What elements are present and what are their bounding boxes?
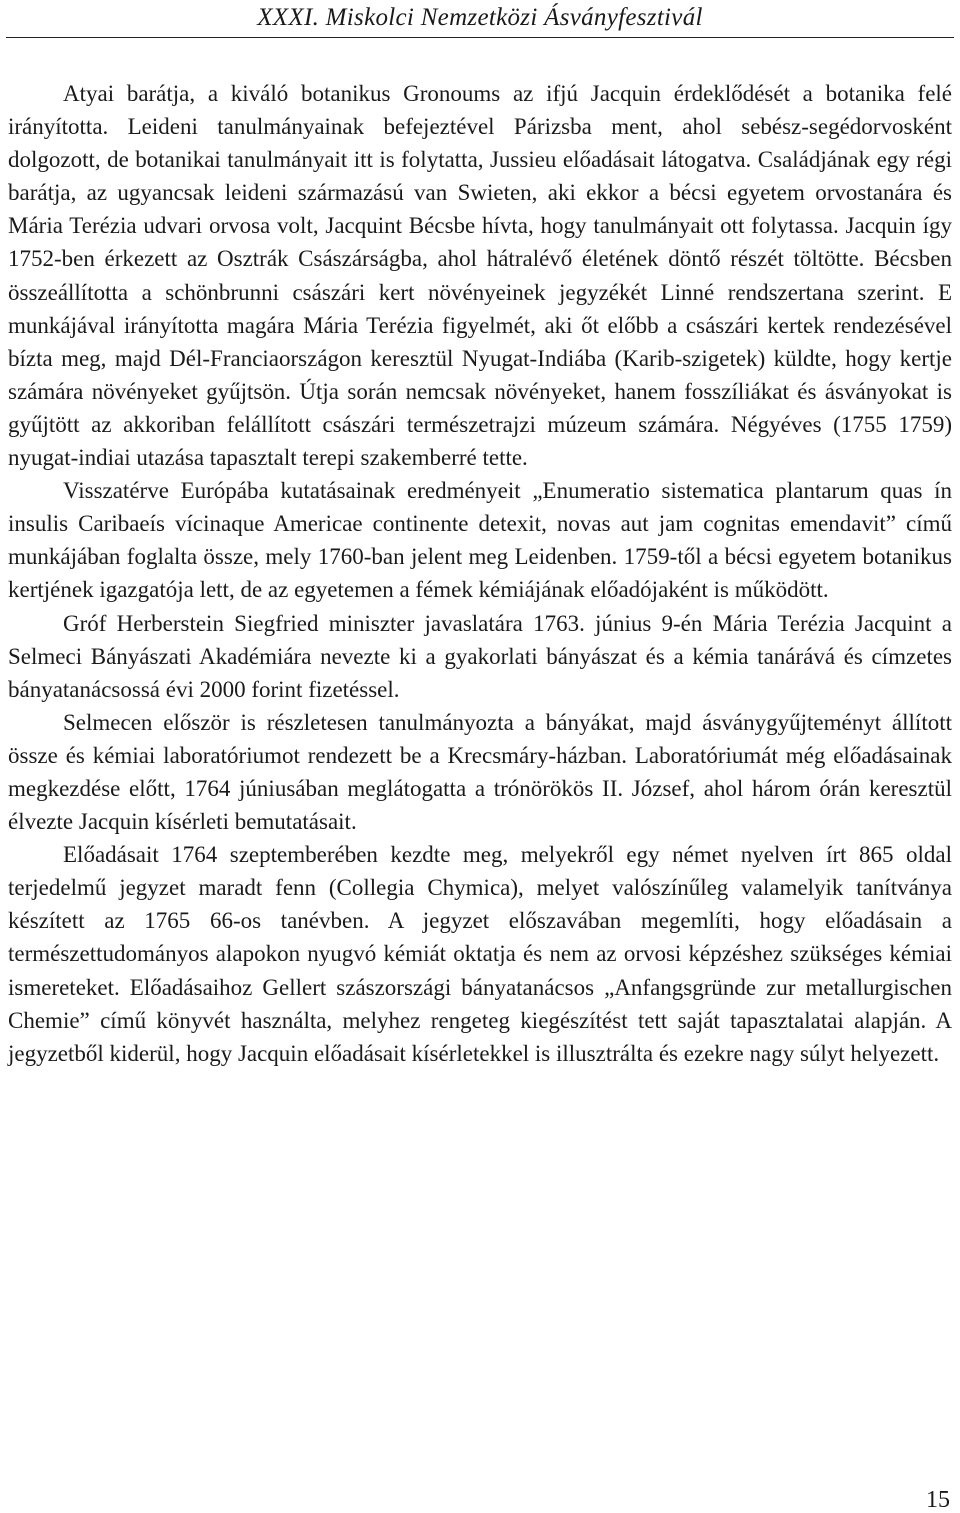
page-number: 15 (926, 1487, 950, 1513)
paragraph-5: Előadásait 1764 szeptemberében kezdte meg, melyekről egy német nyelven írt 865 oldal terjedelmű jegyzet maradt fenn (Collegia Chymica), melyet valószínűleg valamelyik tanítványa készített az 1765 66-os tanévben. A jegyzet előszavában megemlíti, hogy előadásain a természettudományos alapokon nyugvó kémiát oktatja és nem az orvosi képzéshez szükséges kémiai ismereteket. Előadásaihoz Gellert szászországi bányatanácsos „Anfangsgründe zur metallurgischen Chemie” című könyvét használta, melyhez rengeteg kiegészítést tett saját tapasztalatai alapján. A jegyzetből kiderül, hogy Jacquin előadásait kísérletekkel is illusztrálta és ezekre nagy súlyt helyezett. (8, 842, 952, 1066)
paragraph-3: Gróf Herberstein Siegfried miniszter javaslatára 1763. június 9-én Mária Terézia Jacquint a Selmeci Bányászati Akadémiára nevezte ki a gyakorlati bányászat és a kémia tanárává és címzetes bányatanácsossá évi 2000 forint fizetéssel. (8, 610, 952, 702)
running-header: XXXI. Miskolci Nemzetközi Ásványfesztivál (257, 4, 703, 31)
header-divider (6, 37, 954, 38)
article-body (8, 77, 952, 1070)
paragraph-1: Atyai barátja, a kiváló botanikus Gronoums az ifjú Jacquin érdeklődését a botanika felé irányította. Leideni tanulmányainak befejeztével Párizsba ment, ahol sebész-segédorvosként dolgozott, de botanikai tanulmányait itt is folytatta, Jussieu előadásait látogatva. Családjának egy régi barátja, az ugyancsak leideni származású van Swieten, aki ekkor a bécsi egyetem orvostanára és Mária Terézia udvari orvosa volt, Jacquint Bécsbe hívta, hogy tanulmányait ott folytassa. Jacquin így 1752-ben érkezett az Osztrák Császárságba, ahol hátralévő életének döntő részét töltötte. Bécsben összeállította a schönbrunni császári kert növényeinek jegyzékét Linné rendszertana szerint. E munkájával irányította magára Mária Terézia figyelmét, aki őt előbb a császári kertek rendezésével bízta meg, majd Dél-Franciaországon keresztül Nyugat-Indiába (Karib-szigetek) küldte, hogy kertje számára növényeket gyűjtsön. Útja során nemcsak növényeket, hanem fosszíliákat és ásványokat is gyűjtött az akkoriban felállított császári természetrajzi múzeum számára. Négyéves (1755 1759) nyugat-indiai utazása tapasztalt terepi szakemberré tette. (8, 81, 952, 471)
paragraph-4: Selmecen először is részletesen tanulmányozta a bányákat, majd ásványgyűjteményt állított össze és kémiai laboratóriumot rendezett be a Krecsmáry-házban. Laboratóriumát még előadásainak megkezdése előtt, 1764 júniusában meglátogatta a trónörökös II. József, ahol három órán keresztül élvezte Jacquin kísérleti bemutatásait. (8, 709, 952, 835)
paragraph-2: Visszatérve Európába kutatásainak eredményeit „Enumeratio sistematica plantarum quas ín insulis Caribaeís vícinaque Americae continente detexit, novas aut jam cognitas emendavit” című munkájában foglalta össze, mely 1760-ban jelent meg Leidenben. 1759-től a bécsi egyetem botanikus kertjének igazgatója lett, de az egyetemen a fémek kémiájának előadójaként is működött. (8, 478, 952, 603)
